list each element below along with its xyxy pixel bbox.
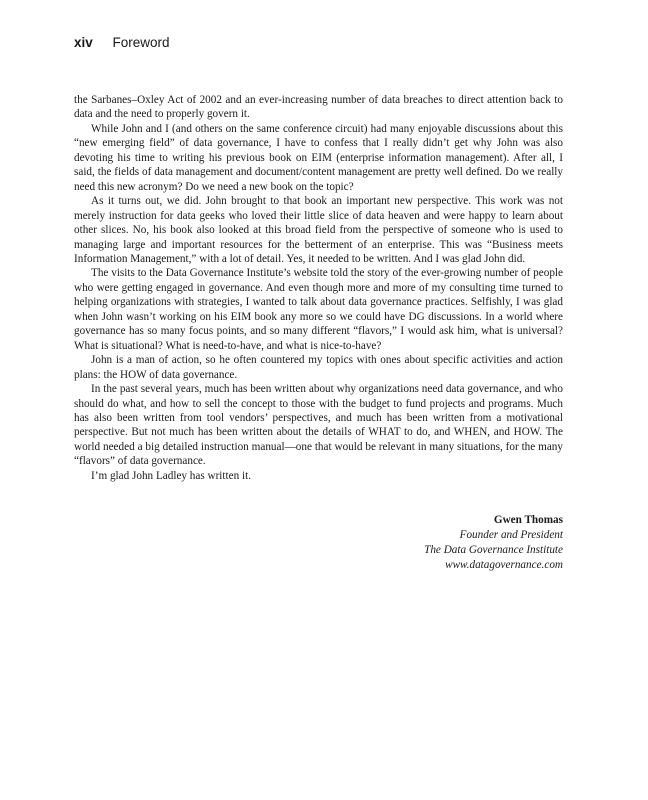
paragraph-4: The visits to the Data Governance Institute’s website told the story of the ever-growing number of people who were getting engaged in governance. And even though more and more of my consulting time turned to helping organizations with strategies, I wanted to talk about data governance practices. Selfishly, I was glad when John wasn’t working on his EIM book any more so we could have DG discussions. In a world where governance has so many focus points, and so many different “flavors,” I would ask him, what is universal? What is situational? What is need-to-have, and what is nice-to-have?	[74, 267, 563, 352]
paragraph-2: While John and I (and others on the same conference circuit) had many enjoyable discussions about this “new emerging field” of data governance, I have to confess that I really didn’t get why John was also devoting his time to writing his previous book on EIM (enterprise information management). After all, I said, the fields of data management and document/content management are pretty well defined. Do we really need this new acronym? Do we need a new book on the topic?	[74, 122, 563, 193]
paragraph-6: In the past several years, much has been written about why organizations need data governance, and who should do what, and how to sell the concept to those with the budget to fund projects and programs. Much has also been written from tool vendors’ perspectives, and much has been written from a motivational perspective. But not much has been written about the details of WHAT to do, and WHEN, and HOW. The world needed a big detailed instruction manual—one that would be relevant in many situations, for the many “flavors” of data governance.	[74, 383, 563, 468]
foreword-body	[74, 93, 563, 483]
page-header	[74, 34, 170, 52]
page-number: xiv	[74, 35, 93, 50]
signature-block	[424, 513, 563, 573]
author-organization: The Data Governance Institute	[424, 544, 563, 556]
author-name: Gwen Thomas	[493, 514, 563, 526]
paragraph-7: I’m glad John Ladley has written it.	[91, 469, 252, 482]
running-title: Foreword	[112, 35, 170, 50]
paragraph-5: John is a man of action, so he often countered my topics with ones about specific activities and action plans: the HOW of data governance.	[74, 354, 563, 381]
author-title: Founder and President	[459, 529, 563, 541]
paragraph-3: As it turns out, we did. John brought to that book an important new perspective. This work was not merely instruction for data geeks who loved their little slice of data heaven and were happy to learn about other slices. No, his book also looked at this broad field from the perspective of someone who is used to managing large and important resources for the betterment of an enterprise. This was “Business meets Information Management,” with a lot of detail. Yes, it needed to be written. And I was glad John did.	[74, 195, 563, 265]
author-website: www.datagovernance.com	[445, 559, 563, 571]
paragraph-1: the Sarbanes–Oxley Act of 2002 and an ever-increasing number of data breaches to direct attention back to data and the need to properly govern it.	[74, 94, 563, 121]
